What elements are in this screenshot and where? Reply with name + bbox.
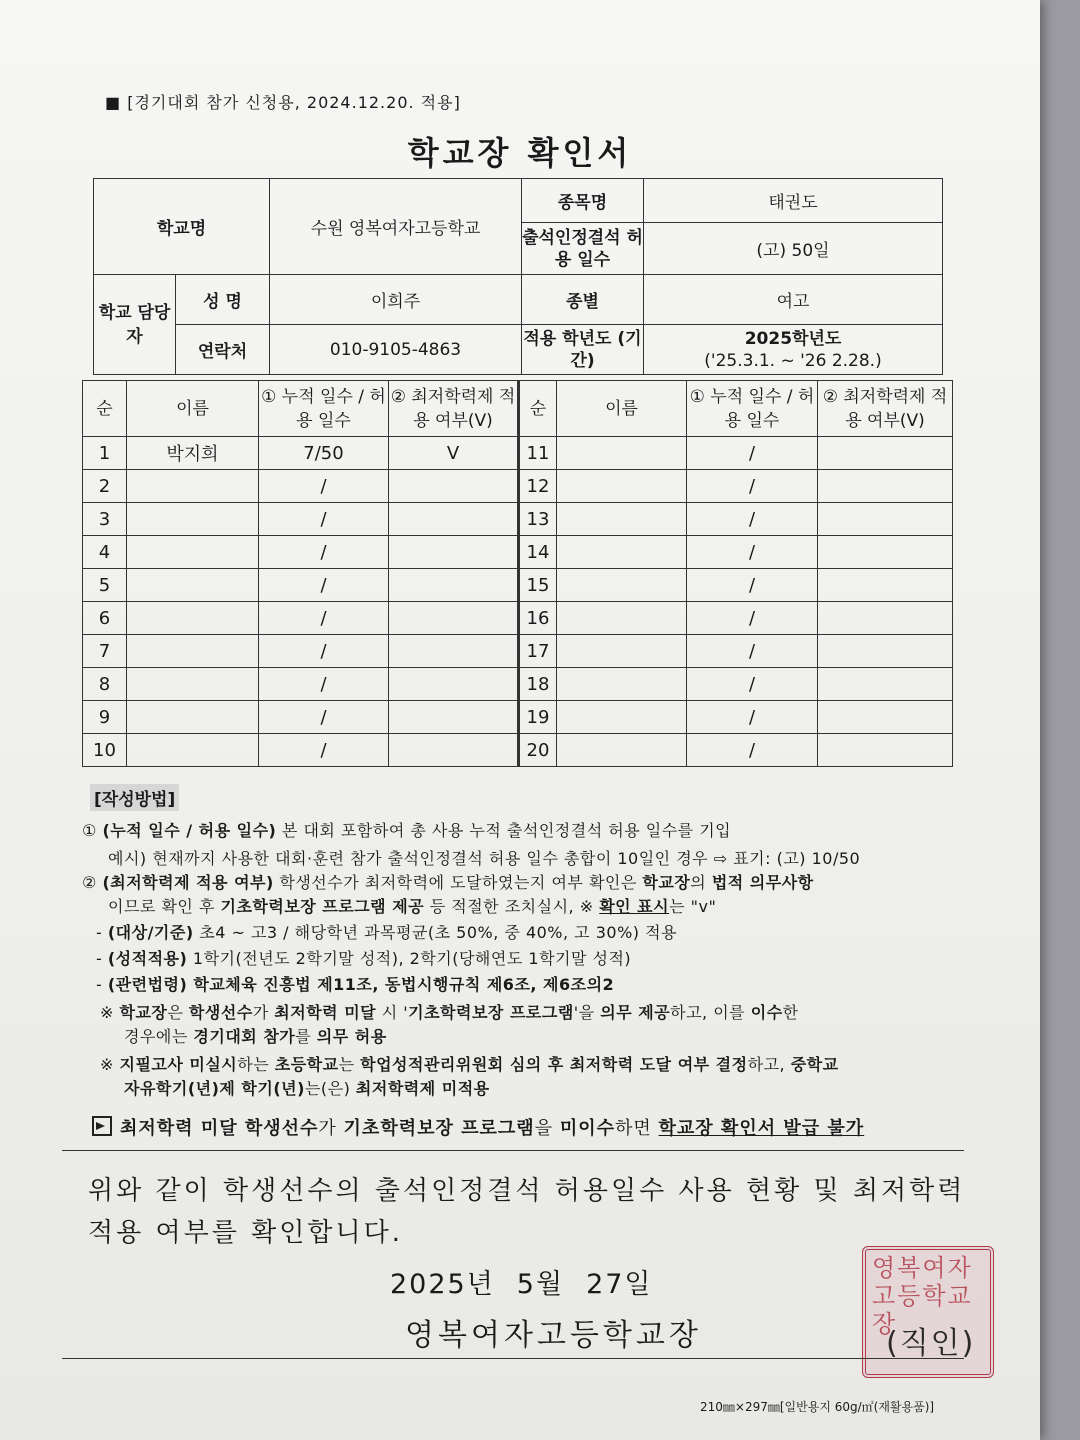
school-year-label: 적용 학년도 (기간) [522,325,644,375]
instruction-item-1: ① (누적 일수 / 허용 일수) 본 대회 포함하여 총 사용 누적 출석인정결석 허용 일수를 기입 [82,821,732,840]
roster-cell-name [127,635,259,668]
note-1: ※ 학교장은 학생선수가 최저학력 미달 시 '기초학력보장 프로그램'을 의무 제공하고, 이를 이수한 [100,1003,799,1022]
confirmation-text: 위와 같이 학생선수의 출석인정결석 허용일수 사용 현황 및 최저학력 적용 여부를 확인합니다. [88,1176,966,1248]
roster-cell-name [557,602,687,635]
roster-cell-no: 14 [519,536,557,569]
col-min-left: ② 최저학력제 적용 여부(V) [389,381,519,437]
roster-cell-no: 7 [83,635,127,668]
school-year-period: ('25.3.1. ~ '26 2.28.) [704,350,882,371]
contact-label: 연락처 [176,325,270,375]
instruction-item-2-cont: 이므로 확인 후 기초학력보장 프로그램 제공 등 적절한 조치실시, ※ 확인 표시는 "v" [108,897,717,916]
roster-cell-min [818,701,953,734]
staff-name-value: 이희주 [270,275,522,325]
roster-cell-min [818,437,953,470]
roster-cell-name [557,503,687,536]
table-row [83,734,953,767]
roster-cell-no: 3 [83,503,127,536]
form-header-note: ■ [경기대회 참가 신청용, 2024.12.20. 적용] [105,93,461,112]
issue-date [390,1262,675,1301]
note-2-cont: 자유학기(년)제 학기(년)는(은) 최저학력제 미적용 [124,1079,490,1098]
roster-cell-days: / [259,536,389,569]
roster-cell-min [389,602,519,635]
allowed-days-value: (고) 50일 [644,223,943,275]
instruction-item-2: ② (최저학력제 적용 여부) 학생선수가 최저학력에 도달하였는지 여부 확인은 학교장의 법적 의무사항 [82,873,814,892]
roster-cell-name [127,602,259,635]
roster-cell-no: 5 [83,569,127,602]
date-month: 5월 [516,1269,565,1300]
roster-cell-days: / [259,668,389,701]
paper-spec-footer: 210㎜×297㎜[일반용지 60g/㎡(재활용품)] [700,1400,935,1414]
roster-cell-days: / [259,602,389,635]
roster-cell-name: 박지희 [127,437,259,470]
col-name-left: 이름 [127,381,259,437]
staff-name-label: 성 명 [176,275,270,325]
roster-cell-no: 16 [519,602,557,635]
instruction-laws: - (관련법령) 학교체육 진흥법 제11조, 동법시행규칙 제6조, 제6조의2 [96,975,615,994]
roster-cell-no: 1 [83,437,127,470]
col-no-right: 순 [519,381,557,437]
roster-cell-days: / [687,437,818,470]
document-title: 학교장 확인서 [407,134,633,172]
table-row [83,536,953,569]
roster-cell-min [389,536,519,569]
roster-cell-days: / [687,701,818,734]
roster-cell-no: 13 [519,503,557,536]
roster-cell-min [818,734,953,767]
roster-cell-name [127,503,259,536]
roster-cell-name [127,734,259,767]
roster-cell-min [818,668,953,701]
roster-cell-name [557,734,687,767]
school-name-label: 학교명 [94,179,270,275]
roster-cell-no: 11 [519,437,557,470]
roster-cell-min [389,701,519,734]
roster-cell-days: / [687,602,818,635]
roster-cell-no: 12 [519,470,557,503]
warning-line: 최저학력 미달 학생선수가 기초학력보장 프로그램을 미이수하면 학교장 확인서 발급 불가 [92,1114,864,1140]
roster-cell-days: / [687,470,818,503]
roster-cell-no: 19 [519,701,557,734]
roster-cell-no: 9 [83,701,127,734]
note-2: ※ 지필고사 미실시하는 초등학교는 학업성적관리위원회 심의 후 최저학력 도달 여부 결정하고, 중학교 [100,1055,839,1074]
roster-cell-days: / [687,569,818,602]
roster-cell-min [818,503,953,536]
roster-cell-days: / [259,569,389,602]
seal-label: (직인) [886,1326,976,1361]
seal-text: 영복여자고등학교장 [872,1254,973,1338]
roster-cell-name [557,470,687,503]
table-row [83,635,953,668]
roster-cell-name [127,536,259,569]
roster-cell-min [818,470,953,503]
roster-cell-min [389,569,519,602]
roster-cell-no: 18 [519,668,557,701]
col-min-right: ② 최저학력제 적용 여부(V) [818,381,953,437]
roster-cell-name [557,635,687,668]
roster-cell-name [557,536,687,569]
school-year-cell [644,325,943,375]
roster-cell-no: 17 [519,635,557,668]
roster-cell-min: V [389,437,519,470]
roster-cell-min [818,635,953,668]
col-days-right: ① 누적 일수 / 허용 일수 [687,381,818,437]
table-row [83,602,953,635]
roster-cell-name [127,701,259,734]
table-row [83,437,953,470]
roster-cell-min [389,668,519,701]
sport-label: 종목명 [522,179,644,223]
roster-cell-days: / [259,701,389,734]
roster-cell-no: 6 [83,602,127,635]
arrow-box-icon [92,1116,112,1136]
roster-cell-name [127,668,259,701]
roster-cell-days: / [687,536,818,569]
staff-label: 학교 담당자 [94,275,176,375]
table-row [83,503,953,536]
roster-cell-no: 2 [83,470,127,503]
table-row [83,668,953,701]
table-row [83,569,953,602]
roster-cell-days: / [687,734,818,767]
roster-cell-name [557,701,687,734]
roster-cell-min [389,734,519,767]
contact-value: 010-9105-4863 [270,325,522,375]
instruction-grades: - (성적적용) 1학기(전년도 2학기말 성적), 2학기(당해연도 1학기말 성적) [96,949,632,968]
roster-cell-min [389,470,519,503]
instruction-item-1-example: 예시) 현재까지 사용한 대회·훈련 참가 출석인정결석 허용 일수 총합이 10일인 경우 ⇨ 표기: (고) 10/50 [108,849,861,868]
info-table [93,178,943,375]
date-year: 2025년 [390,1269,495,1300]
roster-cell-min [389,503,519,536]
instruction-target: - (대상/기준) 초4 ~ 고3 / 해당학년 과목평균(초 50%, 중 40%, 고 30%) 적용 [96,923,678,942]
sport-value: 태권도 [644,179,943,223]
col-no-left: 순 [83,381,127,437]
col-days-left: ① 누적 일수 / 허용 일수 [259,381,389,437]
divider-bottom [62,1358,964,1359]
school-year-value: 2025학년도 [744,328,842,349]
roster-cell-no: 4 [83,536,127,569]
roster-cell-name [557,569,687,602]
date-day: 27일 [586,1269,653,1300]
roster-cell-days: / [259,503,389,536]
category-value: 여고 [644,275,943,325]
roster-cell-min [389,635,519,668]
instructions-title: [작성방법] [90,784,179,811]
roster-cell-no: 20 [519,734,557,767]
table-row [83,470,953,503]
roster-cell-days: / [259,470,389,503]
roster-cell-name [127,470,259,503]
student-roster-table [82,380,953,767]
roster-cell-min [818,536,953,569]
allowed-days-label: 출석인정결석 허용 일수 [522,223,644,275]
note-1-cont: 경우에는 경기대회 참가를 의무 허용 [124,1027,387,1046]
roster-cell-no: 8 [83,668,127,701]
roster-cell-days: / [687,635,818,668]
roster-cell-name [127,569,259,602]
roster-cell-days: 7/50 [259,437,389,470]
roster-cell-name [557,437,687,470]
roster-cell-name [557,668,687,701]
roster-cell-no: 10 [83,734,127,767]
roster-cell-days: / [259,734,389,767]
school-name-value: 수원 영복여자고등학교 [270,179,522,275]
principal-title: 영복여자고등학교장 [405,1318,702,1353]
roster-cell-days: / [687,668,818,701]
roster-cell-days: / [687,503,818,536]
table-row [83,701,953,734]
divider-top [62,1150,964,1151]
roster-cell-days: / [259,635,389,668]
roster-cell-min [818,569,953,602]
col-name-right: 이름 [557,381,687,437]
roster-cell-min [818,602,953,635]
roster-cell-no: 15 [519,569,557,602]
category-label: 종별 [522,275,644,325]
